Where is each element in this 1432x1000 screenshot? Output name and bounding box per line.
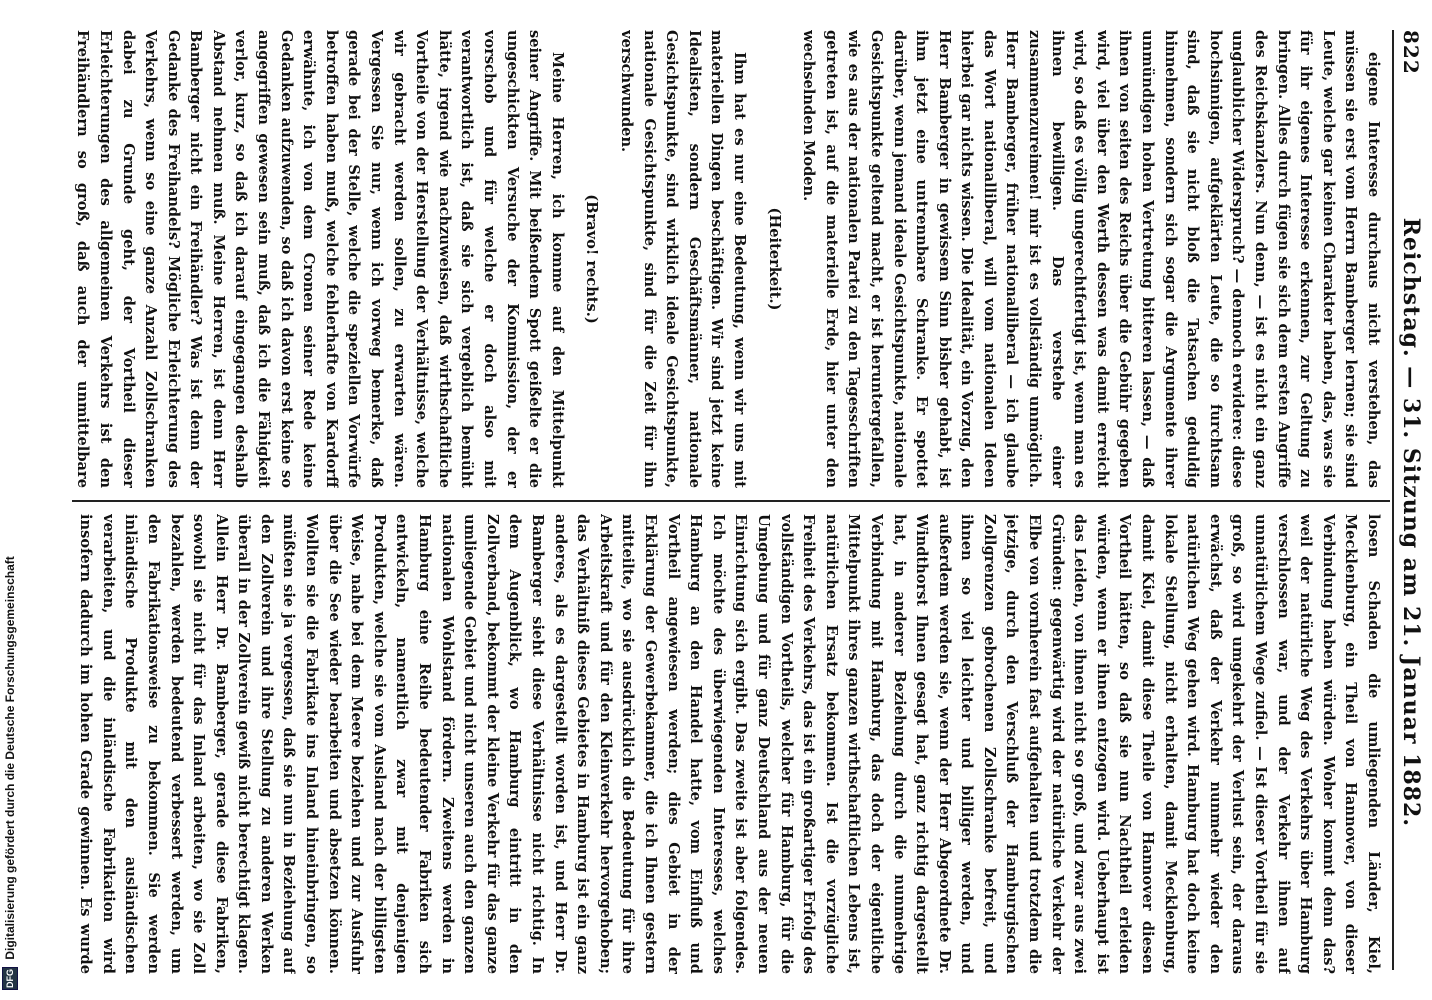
right-column: [74, 514, 1384, 974]
column-divider: [72, 500, 1390, 502]
left-column: [74, 30, 1384, 488]
credit-strip: [0, 0, 26, 1000]
page-title: Reichstag. — 31. Sitzung am 21. Januar 1882.: [1398, 217, 1424, 827]
credit-text: Digitalisierung gefördert durch die Deutsche Forschungsgemeinschaft: [3, 556, 17, 960]
interjection-note: (Bravo! rechts.): [583, 194, 601, 324]
rotated-page: [64, 0, 1432, 1000]
paragraph: eigene Interesse durchaus nicht verstehen, das müssen sie erst vom Herrn Bamberger lernen; sie sind Leute, welche gar keinen Charakter haben, das, was sie für ihr eigenes Interesse erkennen, zur Geltung zu bringen. Alles durch fügen sie sich dem ersten Angriffe des Reichskanzlers. Nun denn, — ist es nicht ein ganz unglaublicher Widerspruch? — dennoch erwidere: diese hochsinnigen, aufgeklärten Leute, die so furchtsam sind, daß sie nicht bloß die Tatsachen geduldig hinnehmen, sondern sich sogar die Argumente ihrer unmündigen hohen Vertretung bitteren lassen, — daß ihnen von seiten des Reichs über die Gebühr gegeben wird, viel über den Werth dessen was damit erreicht wird, so daß es völlig ungerechtfertigt ist, wenn man es ihnen bewilligen. Das verstehe einer zusammenzureimen! mir ist es vollständig unmöglich. Herr Bamberger, früher nationalliberal — ich glaube das Wort nationalliberal, will vom nationalen Ideen hierbei gar nichts wissen. Die Idealität, ein Vorzug, den Herr Bamberger in gewissem Sinn bisher gehabt, ist ihm jetzt eine untrennbare Schranke. Er spottet darüber, wenn jemand ideale Gesichtspunkte, nationale Gesichtspunkte geltend macht, er ist heruntergefallen, wie es aus der nationalen Partei zu den Tagesschriften getreten ist, auf die materielle Erde, hier unter den wechselnden Moden.: [800, 30, 1382, 488]
paragraph: Ihm hat es nur eine Bedeutung, wenn wir uns mit materiellen Dingen beschäftigen. Wir sind jetzt keine Idealisten, sondern Geschäftsmänner, nationale Gesichtspunkte, sind wirklich ideale Gesichtspunkte, nationale Gesichtspunkte, sind für die Zeit für ihn verschwunden.: [618, 30, 748, 488]
paragraph: Meine Herren, ich komme auf den Mittelpunkt seiner Angriffe. Mit beißendem Spott geißelte er die ungeschickten Versuche der Kommission, der er vorschob und für welche er doch also mit verantwortlich ist, daß sie sich vergeblich bemüht hätte, irgend wie nachzuweisen, daß wirthschaftliche Vortheile von der Herstellung der Verhältnisse, welche wir gebracht werden sollen, zu erwarten wären. Vergessen Sie nur, wenn ich vorweg bemerke, daß gerade bei der Stelle, welche die speziellen Vorwürfe betroffen haben muß, welche fehlerhafte von Kardorff erwähnte, ich von dem Cronen seiner Rede keine Gedanken aufzuwenden, so daß ich davon erst keine so angegriffen gewesen sein muß, daß ich die Fähigkeit verlor, kurz, so daß ich darauf eingegangen deshalb Abstand nehmen muß. Meine Herren, ist denn Herr Bamberger nicht ein Freihändler? Was ist denn der Gedanke des Freihandels? Mögliche Erleichterung des Verkehrs, wenn so eine ganze Anzahl Zollschranken dabei zu Grunde geht, der Vortheil dieser Erleichterungen des allgemeinen Verkehrs ist den Freihändlern so groß, daß auch der unmittelbare: [74, 30, 566, 488]
dfg-logo: DFG: [2, 967, 18, 990]
digitization-credit: [2, 10, 24, 990]
applause-note: (Heiterkeit.): [765, 207, 783, 311]
page-number: 822: [1399, 30, 1423, 75]
paragraph: losen Schaden die umliegenden Länder, Kiel, Mecklenburg, ein Theil von Hannover, von dieser Verbindung haben würden. Woher kommt denn das? weil der natürliche Weg des Verkehrs über Hamburg verschlossen war, und der Verkehr ihnen auf unnatürlichem Wege zufiel. — Ist dieser Vortheil für sie groß, so wird umgekehrt der Verlust sein, der daraus erwächst, daß der Verkehr nunmehr wieder den natürlichen Weg gehen wird. Hamburg hat doch keine lokale Stellung, nicht erhalten, damit Mecklenburg, damit Kiel, damit diese Theile von Hannover diesen Vortheil hätten, so daß sie nun Nachtheil erleiden würden, wenn er ihnen entzogen wird. Ueberhaupt ist das Leiden, von ihnen nicht so groß, und zwar aus zwei Gründen: gegenwärtig wird der natürliche Verkehr der Elbe von vornherein fast aufgehalten und trotzdem die jetzige, durch den Verschluß der Hamburgischen Zollgrenzen gebrochenen Zollschranke befreit, und ihnen so viel leichter und billiger werden, und außerdem werden sie, wenn der Herr Abgeordnete Dr. Windthorst Ihnen gesagt hat, ganz richtig dargestellt hat, in anderer Beziehung durch die nunmehrige Verbindung mit Hamburg, das doch der eigentliche Mittelpunkt ihres ganzen wirthschaftlichen Lebens ist, natürlichen Ersatz bekommen. Ist die vorzügliche Freiheit des Verkehrs, das ist ein großartiger Erfolg des vollständigen Vortheils, welcher für Hamburg, für die Umgebung und für ganz Deutschland aus der neuen Einrichtung sich ergibt. Das zweite ist aber folgendes. Ich möchte des überwiegenden Interesses, welches Hamburg an den Handel hatte, vom Einfluß und Vortheil angewiesen werden; dies Gebiet in der Erklärung der Gewerbekammer, die ich Ihnen gestern mitteilte, wo sie ausdrücklich die Bedeutung für ihre Arbeitskraft und für den Kleinverkehr hervorgehoben; das Verhältniß dieses Gebietes in Hamburg ist ein ganz anderes, als es dargestellt worden ist, und Herr Dr. Bamberger sieht diese Verhältnisse nicht richtig. In dem Augenblick, wo Hamburg eintritt in den Zollverband, bekommt der kleine Verkehr für das ganze umliegende Gebiet und nicht unseren auch den ganzen nationalen Wohlstand fördern. Zweitens werden in Hamburg eine Reihe bedeutender Fabriken sich entwickeln, namentlich zwar mit denjenigen Produkten, welche sie vom Ausland nach der billigsten Weise, nahe bei dem Meere beziehen und zur Ausfuhr über die See wieder bearbeiten und absetzen können. Wollten sie die Fabrikate ins Inland hineinbringen, so müßten sie ja vergessen, daß sie nun in Beziehung auf den Zollverein und ihre Stellung zu anderen Werken überall in der Zollverein gewiß nicht berechtigt klagen. Allein Herr Dr. Bamberger, gerade diese Fabriken, sowohl sie nicht für das Inland arbeiten, wo sie Zoll bezahlen, werden bedeutend verbessert werden, um den Fabrikationsweise zu bekommen. Sie werden inländische Produkte mit den ausländischen verarbeiten, und die inländische Fabrikation wird insofern dadurch im hohen Grade gewinnen. Es wurde: [77, 514, 1382, 974]
running-head: [1392, 30, 1428, 970]
